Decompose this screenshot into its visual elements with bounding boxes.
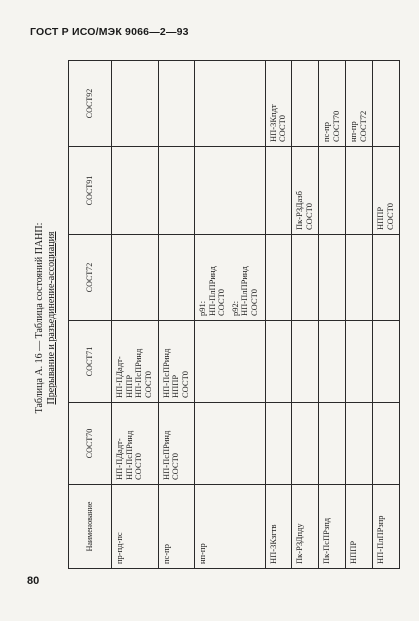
table-cell (346, 147, 373, 235)
table-row (195, 61, 265, 569)
row-name-cell (346, 485, 373, 569)
cell-line: НП-ПсПРинд (160, 348, 171, 398)
table-cell (373, 61, 400, 147)
cell-line: p91: (197, 300, 208, 316)
column-header: Наименование (69, 485, 112, 569)
row-name: НП-3Кзгтв (267, 524, 278, 564)
row-name: Пк-РЗДпду (294, 523, 305, 564)
table-cell (373, 321, 400, 403)
table-cell (195, 403, 265, 485)
table-cell (265, 235, 292, 321)
cell-line: СОСТ0 (248, 288, 259, 316)
table-cell (265, 147, 292, 235)
cell-line: СОСТ0 (170, 452, 181, 480)
table-header-row (69, 61, 112, 569)
cell-line: НППР (170, 374, 181, 398)
table-cell (158, 235, 195, 321)
cell-line: СОСТ0 (384, 202, 395, 230)
table-cell (319, 61, 346, 147)
row-name: пр-пд-пс (114, 532, 124, 564)
table-cell (319, 403, 346, 485)
cell-line: p92: (229, 300, 240, 316)
table-cell (373, 403, 400, 485)
table-row (292, 61, 319, 569)
cell-line: СОСТ0 (303, 202, 314, 230)
cell-line: НП-ПлПРинд (239, 266, 250, 316)
row-name: нп-пр (197, 543, 208, 564)
row-name-cell (319, 485, 346, 569)
row-name: пс-пр (160, 544, 171, 564)
table-cell (319, 235, 346, 321)
cell-line: НП-ПДадт- (114, 356, 124, 398)
column-header: СОСТ72 (69, 235, 112, 321)
table-cell (112, 61, 159, 147)
table-cell (265, 321, 292, 403)
caption-title: Таблица А. 16 — Таблица состояний ПАНП: (34, 222, 45, 414)
cell-line: НП-3Кпдт (267, 104, 278, 142)
table-cell (112, 147, 159, 235)
cell-line: СОСТ72 (357, 110, 368, 142)
table-body (112, 61, 400, 569)
cell-line: НППР (123, 374, 134, 398)
table-row (265, 61, 292, 569)
table-cell (292, 147, 319, 235)
table-cell (346, 61, 373, 147)
cell-line: СОСТ0 (277, 114, 288, 142)
table-cell (158, 147, 195, 235)
cell-line: СОСТ0 (216, 288, 227, 316)
table-cell (346, 321, 373, 403)
table-cell (195, 61, 265, 147)
cell-line: СОСТ0 (179, 370, 190, 398)
table-cell (373, 147, 400, 235)
table-cell (195, 147, 265, 235)
column-header: СОСТ70 (69, 403, 112, 485)
table-cell (292, 235, 319, 321)
document-header: ГОСТ Р ИСО/МЭК 9066—2—93 (30, 26, 189, 38)
table-cell (195, 235, 265, 321)
table-cell (112, 235, 159, 321)
row-name-cell (292, 485, 319, 569)
table-cell (373, 235, 400, 321)
table-cell (112, 321, 159, 403)
table-caption (34, 66, 64, 570)
table-cell (346, 235, 373, 321)
cell-line: НППР (375, 206, 386, 230)
table-row (373, 61, 400, 569)
cell-line: НП-ПсПРинд (123, 430, 134, 480)
cell-line: пс-пр (321, 122, 332, 142)
table-cell (195, 321, 265, 403)
cell-line: нп-пр (348, 121, 359, 142)
table-cell (292, 61, 319, 147)
row-name-cell (112, 485, 159, 569)
table-cell (346, 403, 373, 485)
state-table-container (68, 61, 400, 569)
table-cell (158, 321, 195, 403)
table-cell (158, 61, 195, 147)
cell-line: НП-ПсПРинд (160, 430, 171, 480)
column-header: СОСТ71 (69, 321, 112, 403)
table-row (319, 61, 346, 569)
table-cell (265, 403, 292, 485)
row-name: НППР (348, 540, 359, 564)
column-header: СОСТ91 (69, 147, 112, 235)
cell-line: НП-ПДадт- (114, 438, 124, 480)
cell-line: Пк-РЗДазб (294, 191, 305, 230)
table-cell (112, 403, 159, 485)
table-cell (292, 321, 319, 403)
table-row (158, 61, 195, 569)
table-cell (158, 403, 195, 485)
table-cell (265, 61, 292, 147)
cell-line: НП-ПлПРинд (206, 266, 217, 316)
table-row (112, 61, 159, 569)
table-row (346, 61, 373, 569)
state-table (68, 60, 400, 569)
table-cell (319, 321, 346, 403)
column-header: СОСТ92 (69, 61, 112, 147)
row-name-cell (158, 485, 195, 569)
row-name-cell (373, 485, 400, 569)
cell-line: СОСТ0 (133, 452, 143, 480)
cell-line: НП-ПсПРинд (133, 348, 143, 398)
cell-line: СОСТ70 (330, 110, 341, 142)
row-name-cell (195, 485, 265, 569)
row-name: НП-ПлПРзпр (375, 515, 386, 564)
caption-subtitle: Прерывание и разъединение-ассоциация (46, 231, 57, 405)
row-name: Пк-ПсПРзпд (321, 517, 332, 564)
table-cell (292, 403, 319, 485)
cell-line: СОСТ0 (142, 370, 153, 398)
table-cell (319, 147, 346, 235)
row-name-cell (265, 485, 292, 569)
page-number: 80 (27, 575, 40, 587)
